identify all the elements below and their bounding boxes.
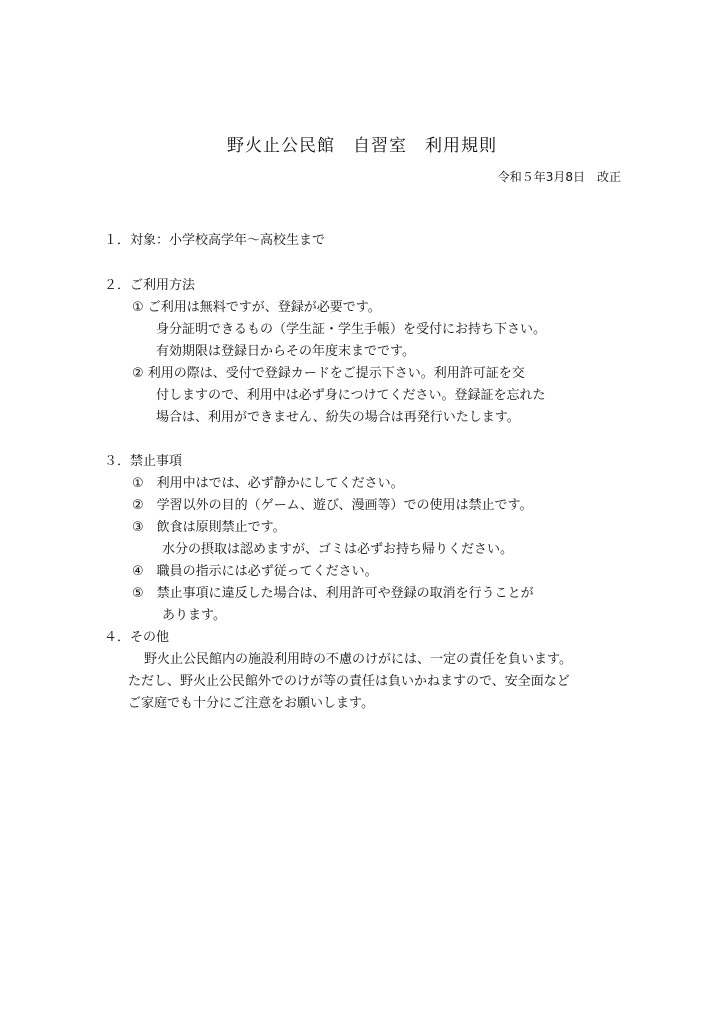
section3-line5: ④ 職員の指示には必ず従ってください。 — [132, 564, 378, 579]
section2-item2-line1: ② 利用の際は、受付で登録カードをご提示下さい。利用許可証を交 — [132, 366, 525, 381]
section3-line4: 水分の摂取は認めますが、ゴミは必ずお持ち帰りください。 — [162, 542, 514, 557]
section3-line1: ① 利用中はでは、必ず静かにしてください。 — [132, 476, 404, 491]
section4-line2: ただし、野火止公民館外でのけが等の責任は負いかねますので、安全面など — [128, 674, 570, 689]
section2-item1-line2: 身分証明できるもの（学生証・学生手帳）を受付にお持ち下さい。 — [156, 322, 547, 337]
section3-line2: ② 学習以外の目的（ゲーム、遊び、漫画等）での使用は禁止です。 — [132, 498, 533, 513]
section4-heading: ４．その他 — [104, 630, 170, 645]
section2-item2-line2: 付しますので、利用中は必ず身につけてください。登録証を忘れた — [156, 388, 546, 403]
section3-line3: ③ 飲食は原則禁止です。 — [132, 520, 286, 535]
section4-line3: ご家庭でも十分にご注意をお願いします。 — [128, 696, 374, 711]
section2-heading: ２．ご利用方法 — [104, 278, 196, 293]
section4-line1: 野火止公民館内の施設利用時の不慮のけがには、一定の責任を負います。 — [144, 652, 572, 667]
section2-item1-line1: ① ご利用は無料ですが、登録が必要です。 — [132, 300, 381, 315]
section3-line7: あります。 — [162, 608, 226, 623]
section1-heading: １．対象：小学校高学年～高校生まで — [104, 233, 326, 248]
revision-date: 令和５年3月8日 改正 — [497, 170, 621, 184]
section3-line6: ⑤ 禁止事項に違反した場合は、利用許可や登録の取消を行うことが — [132, 586, 534, 601]
document-title: 野火止公民館 自習室 利用規則 — [227, 136, 497, 156]
section2-item1-line3: 有効期限は登録日からその年度末までです。 — [156, 344, 415, 359]
section2-item2-line3: 場合は、利用ができません、紛失の場合は再発行いたします。 — [156, 410, 520, 425]
section3-heading: ３．禁止事項 — [104, 454, 183, 469]
